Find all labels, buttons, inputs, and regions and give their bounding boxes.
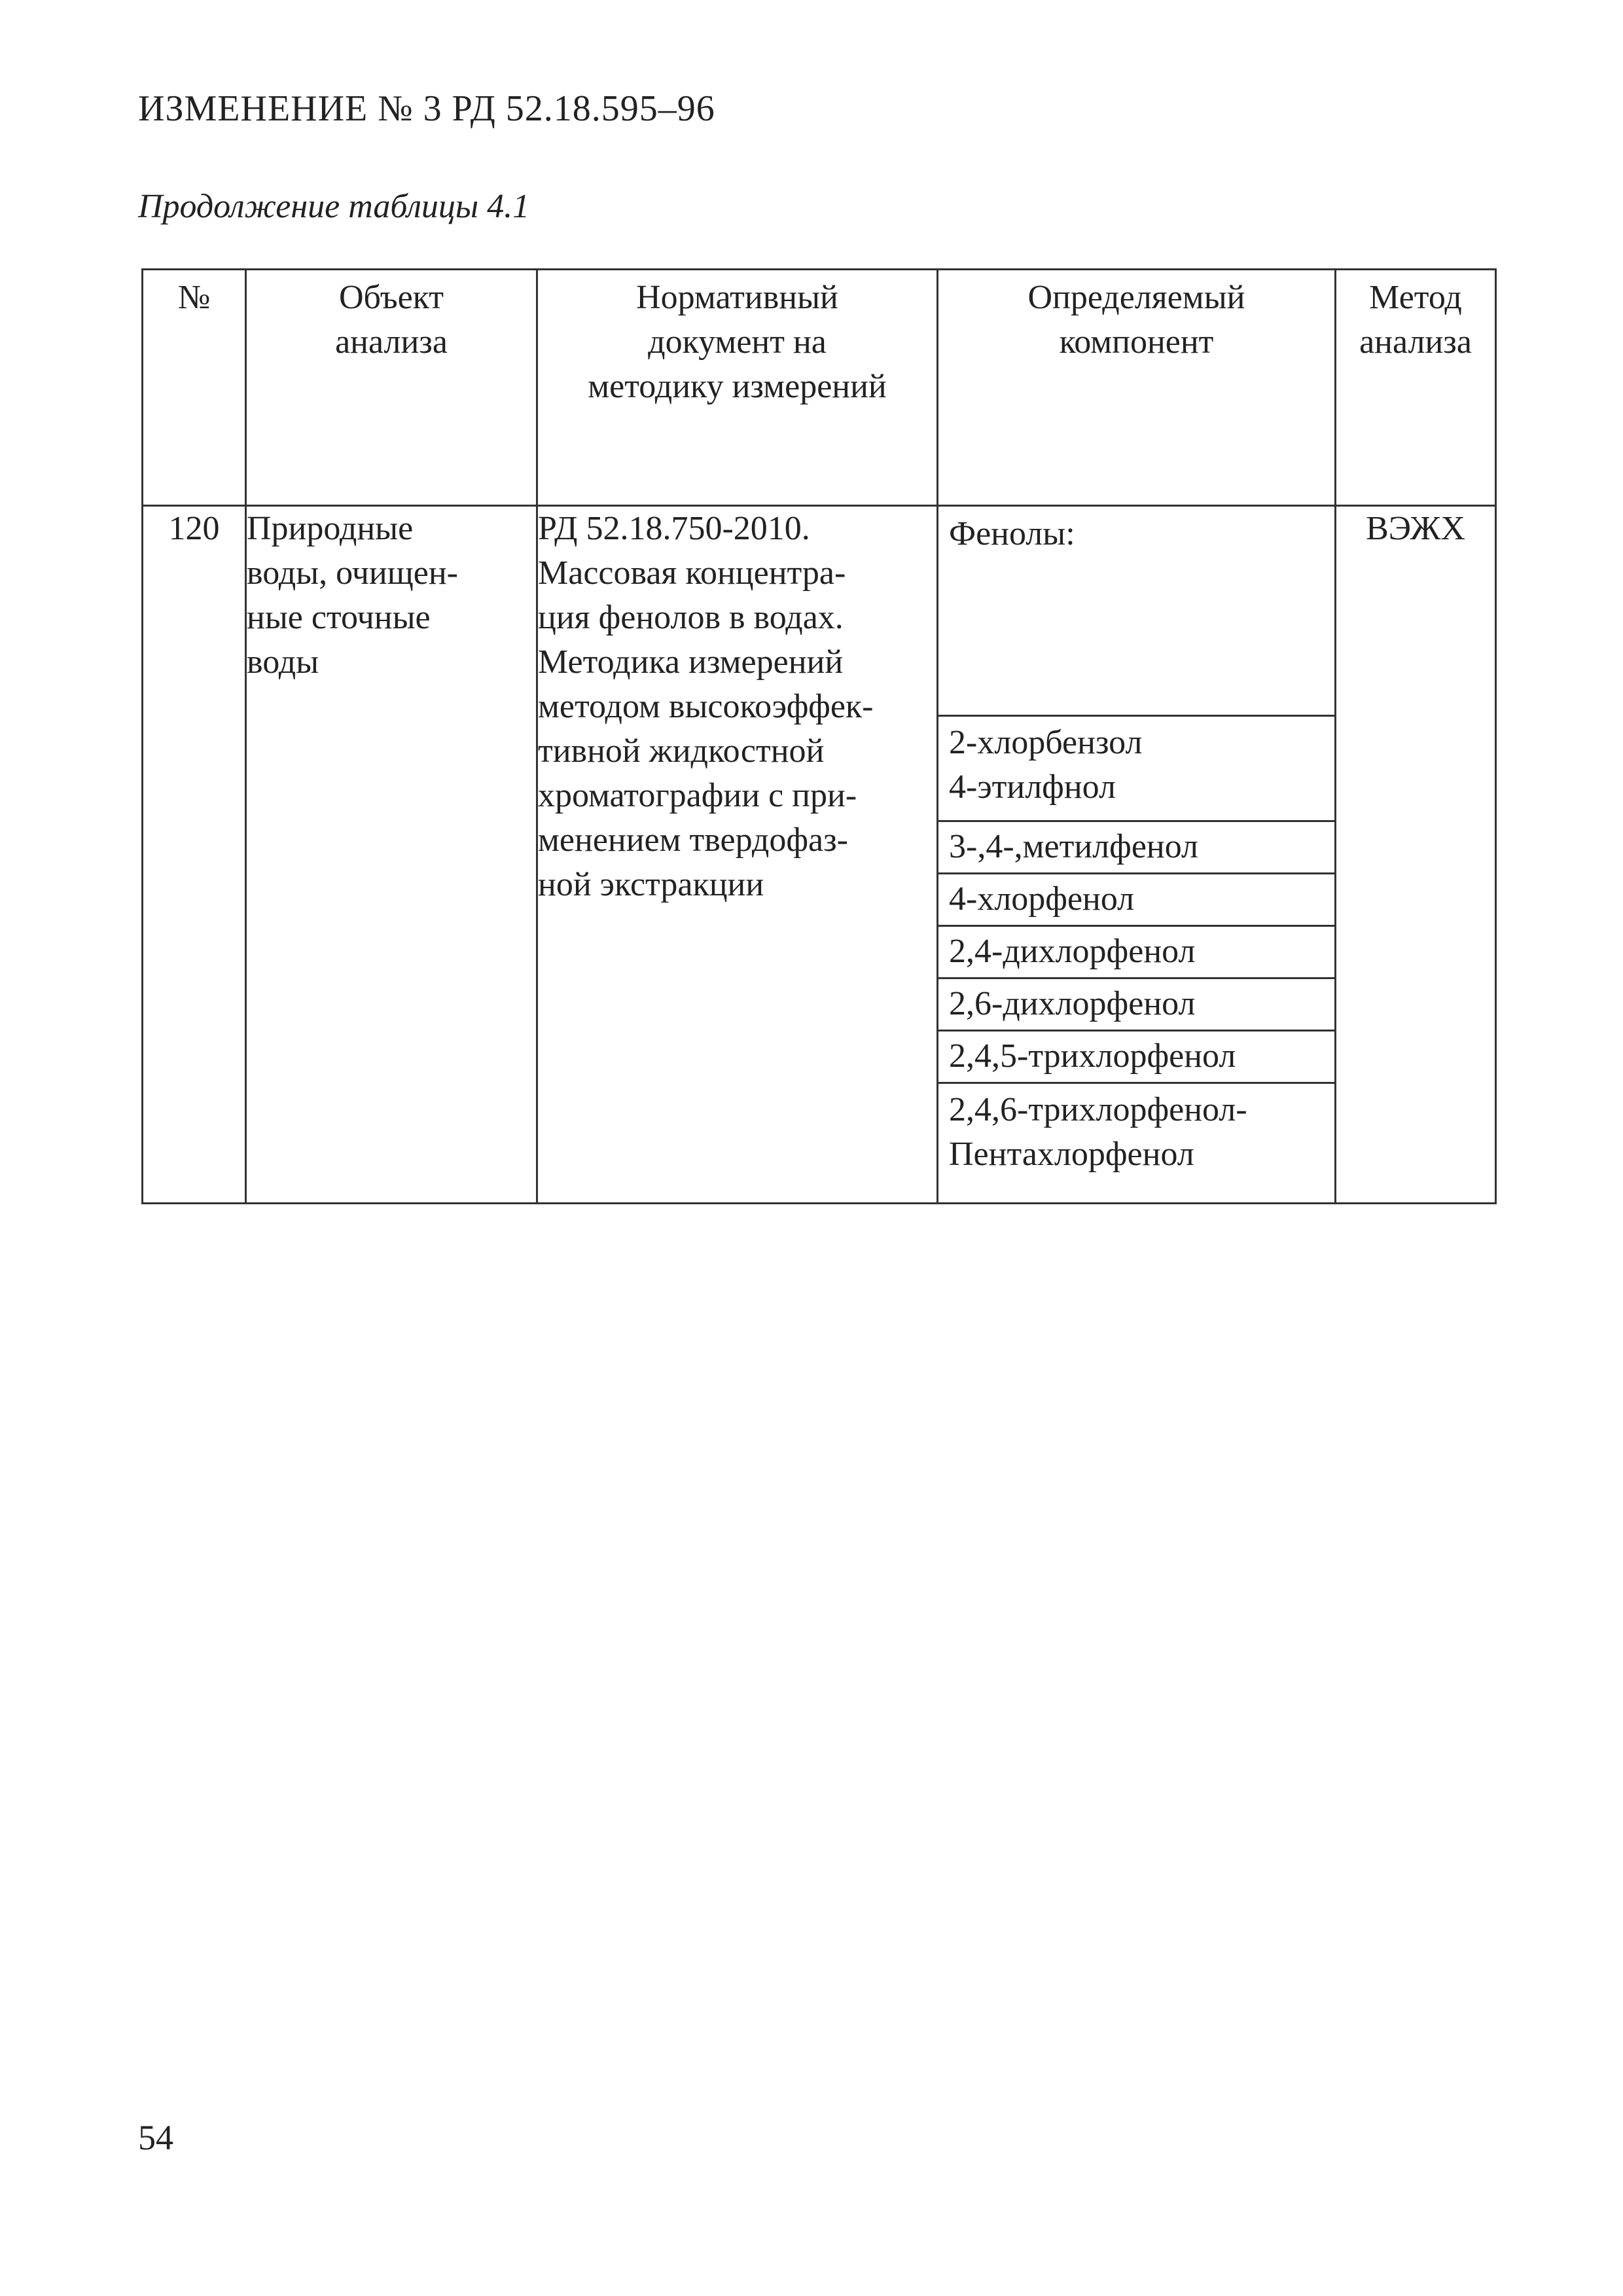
row-components <box>938 506 1336 1204</box>
component-item: 3-,4-,метилфенол <box>938 820 1334 872</box>
header-document: Нормативный документ на методику измерений <box>537 270 938 506</box>
component-item: 2,4,6-трихлорфенол- Пентахлорфенол <box>938 1082 1334 1202</box>
component-item: 2,4,5-трихлорфенол <box>938 1030 1334 1082</box>
page-number: 54 <box>138 2118 173 2157</box>
table-caption: Продолжение таблицы 4.1 <box>138 188 530 225</box>
row-method: ВЭЖХ <box>1336 506 1496 1204</box>
component-item: Фенолы: <box>949 515 1075 552</box>
component-item: 2-хлорбензол 4-этилфнол <box>938 715 1334 820</box>
header-object: Объект анализа <box>246 270 537 506</box>
row-object: Природные воды, очищен- ные сточные воды <box>246 506 537 1204</box>
header-method: Метод анализа <box>1336 270 1496 506</box>
component-item: 4-хлорфенол <box>938 872 1334 925</box>
table-header-row <box>143 270 1496 506</box>
analysis-methods-table <box>141 268 1497 1204</box>
component-item: 2,4-дихлорфенол <box>938 925 1334 977</box>
document-header: ИЗМЕНЕНИЕ № 3 РД 52.18.595–96 <box>138 88 715 129</box>
component-item: 2,6-дихлорфенол <box>938 977 1334 1030</box>
row-document: РД 52.18.750-2010. Массовая концентра- ция фенолов в водах. Методика измерений методом высокоэффек- тивной жидкостной хроматографии с при- менением твердофаз- ной экстракции <box>537 506 938 1204</box>
table-row <box>143 506 1496 1204</box>
header-number: № <box>143 270 246 506</box>
row-number: 120 <box>143 506 246 1204</box>
header-component: Определяемый компонент <box>938 270 1336 506</box>
